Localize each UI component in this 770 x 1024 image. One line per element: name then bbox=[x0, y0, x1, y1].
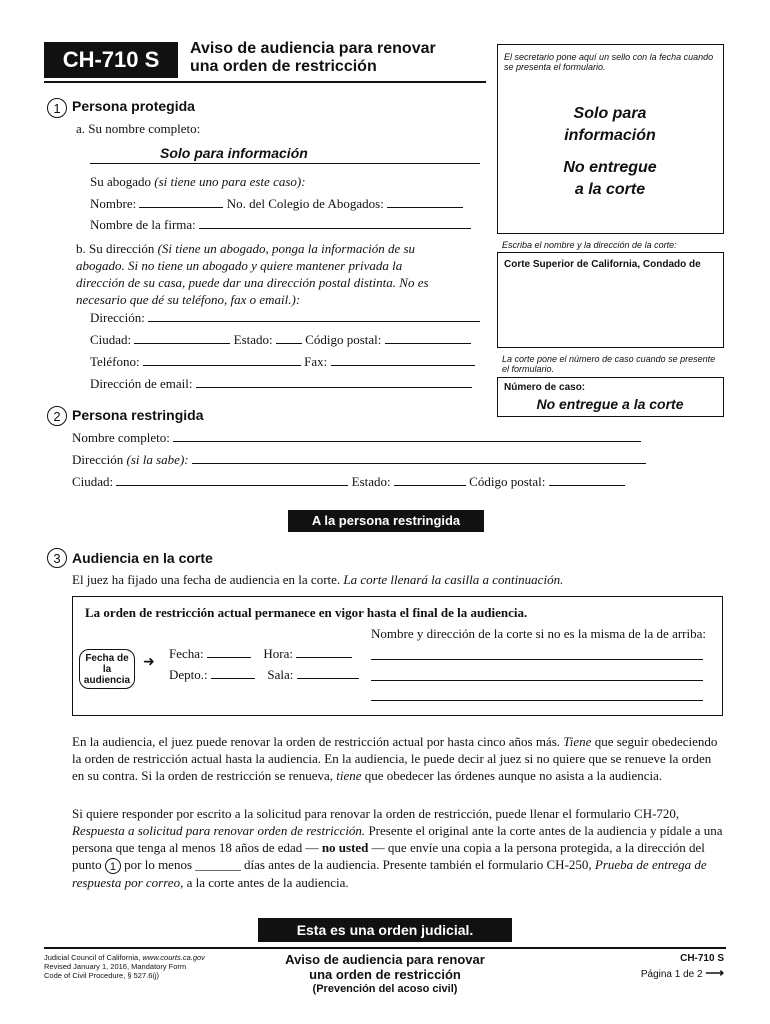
other-court-line-2[interactable] bbox=[371, 680, 703, 681]
arrow-icon: ➜ bbox=[143, 653, 155, 669]
section-1-ref: 1 bbox=[105, 858, 121, 874]
section-3-number: 3 bbox=[47, 548, 67, 568]
email-row: Dirección de email: bbox=[90, 376, 472, 392]
court-box-label: Escriba el nombre y la dirección de la corte: bbox=[502, 240, 677, 250]
no-deliver-label: No entregue a la corte bbox=[563, 159, 657, 198]
lawyer-name-row: Nombre: No. del Colegio de Abogados: bbox=[90, 196, 463, 212]
address-row: Dirección: bbox=[90, 310, 480, 326]
restrained-name-row: Nombre completo: bbox=[72, 430, 641, 446]
restrained-address-row: Dirección (si la sabe): bbox=[72, 452, 646, 468]
other-court-line-3[interactable] bbox=[371, 700, 703, 701]
header-rule bbox=[44, 81, 486, 83]
email-input[interactable] bbox=[196, 376, 472, 388]
hearing-dept-input[interactable] bbox=[211, 667, 255, 679]
court-name: Corte Superior de California, Condado de bbox=[504, 259, 701, 270]
protected-name-line bbox=[90, 163, 480, 164]
fax-input[interactable] bbox=[331, 354, 475, 366]
to-restrained-banner: A la persona restringida bbox=[288, 510, 484, 532]
restrained-address-input[interactable] bbox=[192, 452, 646, 464]
section-1-title: Persona protegida bbox=[72, 98, 195, 114]
hearing-room-input[interactable] bbox=[297, 667, 359, 679]
address-input[interactable] bbox=[148, 310, 480, 322]
response-paragraph: Si quiere responder por escrito a la solicitud para renovar la orden de restricción, puede llenar el formulario CH-720, Respuesta a solicitud para renovar orden de restricción. Presente el original ante la corte antes de la audiencia y pídale a una persona que tenga al menos 18 años de edad — no usted — que envíe una copia a la persona protegida, a la dirección del punto 1 por lo menos _______ días antes de la audiencia. Presente también el formulario CH-250, Prueba de entrega de respuesta por correo, a la corte antes de la audiencia. bbox=[72, 806, 723, 891]
zip-input[interactable] bbox=[385, 332, 471, 344]
case-number-box bbox=[497, 377, 724, 417]
clerk-stamp-box bbox=[497, 44, 724, 234]
restrained-city-row: Ciudad: Estado: Código postal: bbox=[72, 474, 625, 490]
section-1-number: 1 bbox=[47, 98, 67, 118]
footer-page: Página 1 de 2 ⟶ bbox=[640, 965, 724, 980]
hearing-time-input[interactable] bbox=[296, 646, 352, 658]
section-2-title: Persona restringida bbox=[72, 407, 204, 423]
restrained-zip-input[interactable] bbox=[549, 474, 625, 486]
hearing-intro: El juez ha fijado una fecha de audiencia en la corte. La corte llenará la casilla a continuación. bbox=[72, 572, 564, 587]
info-only-label: Solo para información bbox=[564, 105, 656, 144]
clerk-note: El secretario pone aquí un sello con la fecha cuando se presenta el formulario. bbox=[504, 52, 714, 72]
phone-row: Teléfono: Fax: bbox=[90, 354, 475, 370]
phone-input[interactable] bbox=[143, 354, 301, 366]
hearing-box-title: La orden de restricción actual permanece en vigor hasta el final de la audiencia. bbox=[85, 605, 528, 620]
restrained-state-input[interactable] bbox=[394, 474, 466, 486]
other-court-label: Nombre y dirección de la corte si no es la misma de la de arriba: bbox=[371, 626, 706, 641]
hearing-box bbox=[72, 596, 723, 716]
city-row: Ciudad: Estado: Código postal: bbox=[90, 332, 471, 348]
court-order-banner: Esta es una orden judicial. bbox=[258, 918, 512, 942]
form-code-badge: CH-710 S bbox=[44, 42, 178, 78]
hearing-date-tag: Fecha de la audiencia bbox=[79, 649, 135, 689]
section-2-number: 2 bbox=[47, 406, 67, 426]
court-name-box bbox=[497, 252, 724, 348]
lawyer-label: Su abogado (si tiene uno para este caso): bbox=[90, 174, 306, 189]
case-number-note: La corte pone el número de caso cuando se presente el formulario. bbox=[502, 354, 716, 374]
other-court-line-1[interactable] bbox=[371, 659, 703, 660]
section-3-title: Audiencia en la corte bbox=[72, 550, 213, 566]
bar-number-input[interactable] bbox=[387, 196, 463, 208]
renewal-paragraph: En la audiencia, el juez puede renovar la orden de restricción actual por hasta cinco años más. Tiene que seguir obedeciendo la orden de restricción actual hasta la audiencia. En la audiencia, le puede decir al juez si no quiere que se renueve la orden en su contra. Si la orden de restricción se renueva, tiene que obedecer las órdenes aunque no asista a la audiencia. bbox=[72, 734, 718, 783]
footer-legal: Judicial Council of California, www.courts.ca.gov Revised January 1, 2016, Mandatory Form Code of Civil Procedure, § 527.6(j) bbox=[44, 953, 205, 980]
full-name-label: a. Su nombre completo: bbox=[76, 121, 201, 136]
firm-row: Nombre de la firma: bbox=[90, 217, 471, 233]
state-input[interactable] bbox=[276, 332, 302, 344]
footer-form-code: CH-710 S bbox=[680, 953, 724, 964]
case-number-value: No entregue a la corte bbox=[536, 396, 684, 412]
footer-rule bbox=[44, 947, 726, 949]
firm-input[interactable] bbox=[199, 217, 471, 229]
lawyer-name-input[interactable] bbox=[139, 196, 223, 208]
footer-title: Aviso de audiencia para renovar una orden de restricción (Prevención del acoso civil) bbox=[285, 952, 485, 995]
hearing-date-input[interactable] bbox=[207, 646, 251, 658]
form-title: Aviso de audiencia para renovar una orden de restricción bbox=[190, 40, 436, 75]
next-page-arrow-icon: ⟶ bbox=[705, 965, 724, 980]
date-time-row: Fecha: Hora: bbox=[169, 646, 352, 662]
dept-room-row: Depto.: Sala: bbox=[169, 667, 359, 683]
protected-name-value: Solo para información bbox=[160, 145, 308, 161]
case-number-label: Número de caso: bbox=[504, 382, 586, 393]
city-input[interactable] bbox=[134, 332, 230, 344]
address-instructions: b. Su dirección (Si tiene un abogado, ponga la información de su abogado. Si no tiene un abogado y quiere mantener privada la dirección de su casa, puede dar una dirección postal distinta. No es necesario que dé su teléfono, fax o email.): bbox=[76, 241, 429, 307]
restrained-city-input[interactable] bbox=[116, 474, 348, 486]
restrained-name-input[interactable] bbox=[173, 430, 641, 442]
